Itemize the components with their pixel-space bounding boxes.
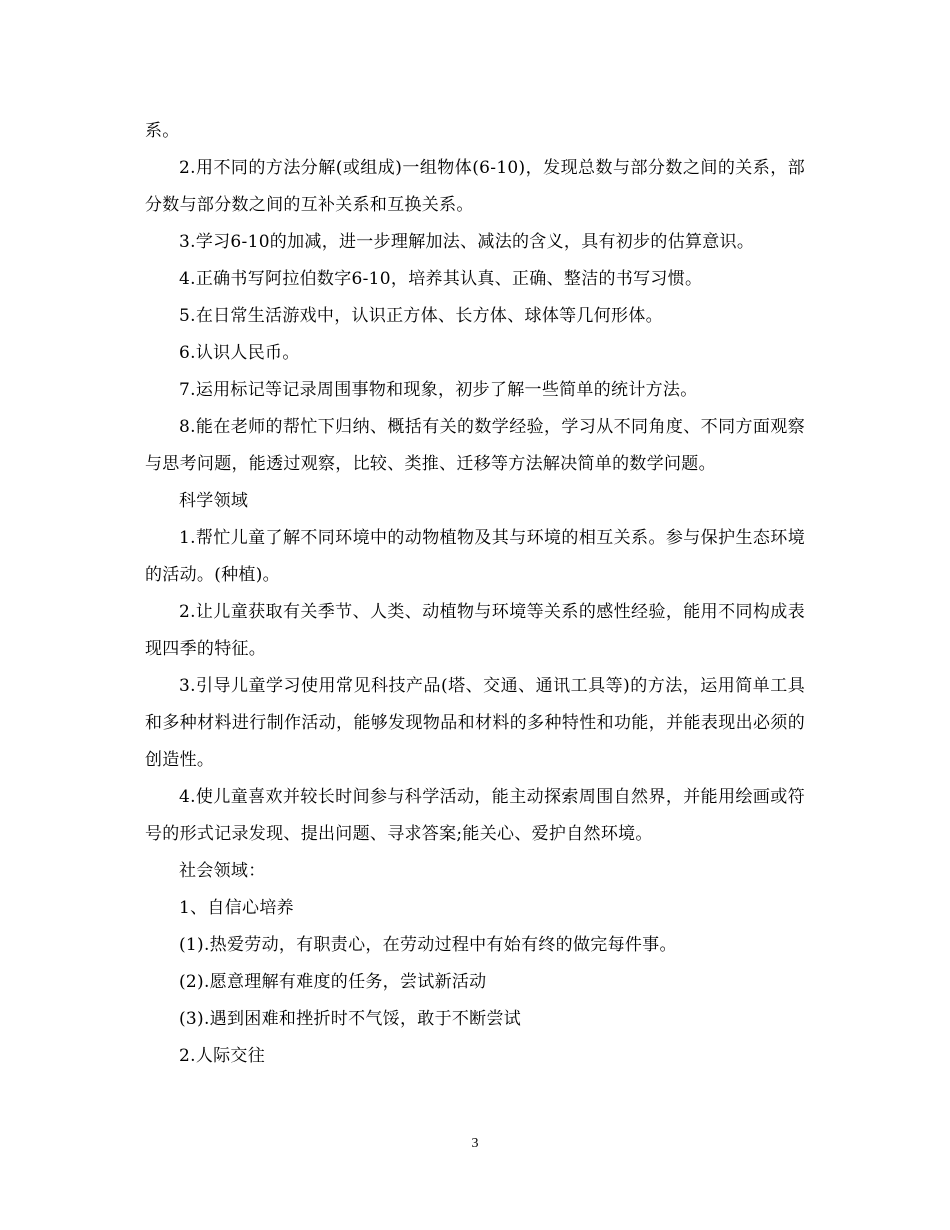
paragraph: 8.能在老师的帮忙下归纳、概括有关的数学经验，学习从不同角度、不同方面观察与思考问题，能透过观察，比较、类推、迁移等方法解决简单的数学问题。 (145, 417, 805, 474)
subsection-heading: 2.人际交往 (179, 1046, 266, 1066)
paragraph: 6.认识人民币。 (179, 343, 300, 363)
paragraph: 1.帮忙儿童了解不同环境中的动物植物及其与环境的相互关系。参与保护生态环境的活动。(种植)。 (145, 528, 805, 585)
paragraph: 7.运用标记等记录周围事物和现象，初步了解一些简单的统计方法。 (179, 380, 698, 400)
paragraph: 5.在日常生活游戏中，认识正方体、长方体、球体等几何形体。 (179, 306, 663, 326)
paragraph: 4.使儿童喜欢并较长时间参与科学活动，能主动探索周围自然界，并能用绘画或符号的形式记录发现、提出问题、寻求答案;能关心、爱护自然环境。 (145, 787, 805, 844)
paragraph: 2.用不同的方法分解(或组成)一组物体(6-10)，发现总数与部分数之间的关系，部分数与部分数之间的互补关系和互换关系。 (145, 158, 805, 215)
paragraph: 3.引导儿童学习使用常见科技产品(塔、交通、通讯工具等)的方法，运用简单工具和多种材料进行制作活动，能够发现物品和材料的多种特性和功能，并能表现出必须的创造性。 (145, 676, 805, 770)
paragraph: 2.让儿童获取有关季节、人类、动植物与环境等关系的感性经验，能用不同构成表现四季的特征。 (145, 602, 805, 659)
paragraph: 3.学习6-10的加减，进一步理解加法、减法的含义，具有初步的估算意识。 (179, 232, 755, 252)
paragraph: 系。 (145, 121, 180, 141)
paragraph: (3).遇到困难和挫折时不气馁，敢于不断尝试 (179, 1009, 522, 1029)
document-body (145, 113, 805, 1075)
page-number: 3 (471, 1136, 479, 1151)
section-heading-social: 社会领域： (179, 861, 266, 881)
paragraph: (2).愿意理解有难度的任务，尝试新活动 (179, 972, 487, 992)
subsection-heading: 1、自信心培养 (179, 898, 294, 918)
paragraph: 4.正确书写阿拉伯数字6-10，培养其认真、正确、整洁的书写习惯。 (179, 269, 703, 289)
section-heading-science: 科学领域 (179, 491, 249, 511)
paragraph: (1).热爱劳动，有职责心，在劳动过程中有始有终的做完每件事。 (179, 935, 677, 955)
